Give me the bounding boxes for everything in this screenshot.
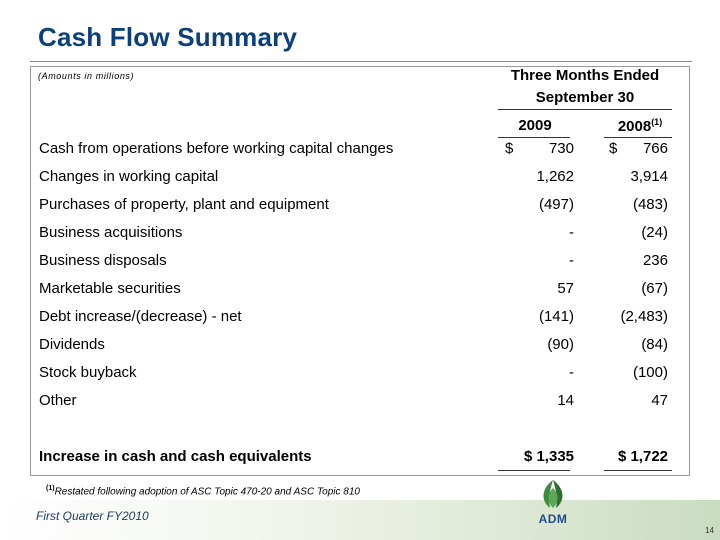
- currency-symbol: $: [505, 140, 514, 157]
- footnote-text: Restated following adoption of ASC Topic 470-20 and ASC Topic 810: [54, 486, 360, 498]
- row-label: Marketable securities: [39, 280, 181, 297]
- total-row-label: Increase in cash and cash equivalents: [39, 448, 312, 465]
- column-rule-2008: [604, 137, 672, 138]
- value-2008: (84): [641, 336, 668, 353]
- period-header-rule: [498, 109, 672, 110]
- footer-period-label: First Quarter FY2010: [36, 509, 149, 523]
- period-header-line2: September 30: [535, 89, 635, 106]
- page-number: 14: [705, 526, 714, 535]
- units-note: (Amounts in millions): [38, 71, 135, 81]
- row-label: Business disposals: [39, 252, 167, 269]
- total-value-2008: $ 1,722: [617, 448, 668, 465]
- page-title: Cash Flow Summary: [38, 22, 298, 52]
- row-label: Changes in working capital: [39, 168, 219, 185]
- value-2009: 1,262: [536, 168, 574, 185]
- period-header-line1: Three Months Ended: [510, 67, 660, 84]
- value-2009: -: [569, 364, 574, 381]
- title-divider: [30, 61, 692, 62]
- column-header-2009: 2009: [518, 117, 552, 134]
- value-2009: -: [569, 252, 574, 269]
- value-2009: -: [569, 224, 574, 241]
- value-2009: (141): [538, 308, 574, 325]
- row-label: Stock buyback: [39, 364, 137, 381]
- row-label: Other: [39, 392, 77, 409]
- row-label: Business acquisitions: [39, 224, 183, 241]
- row-label: Dividends: [39, 336, 105, 353]
- column-rule-2009: [498, 137, 570, 138]
- value-2009: 57: [557, 280, 574, 297]
- value-2008: (67): [641, 280, 668, 297]
- value-2008: (483): [632, 196, 668, 213]
- value-2008: (2,483): [620, 308, 668, 325]
- value-2008: 766: [642, 140, 668, 157]
- value-2009: (90): [547, 336, 574, 353]
- value-2008: 3,914: [630, 168, 668, 185]
- row-label: Debt increase/(decrease) - net: [39, 308, 242, 325]
- currency-symbol: $: [609, 140, 618, 157]
- row-label: Cash from operations before working capital changes: [39, 140, 394, 157]
- total-rule-2009: [498, 470, 570, 471]
- value-2009: 730: [548, 140, 574, 157]
- footnote: [46, 485, 360, 497]
- total-value-2009: $ 1,335: [523, 448, 574, 465]
- row-label: Purchases of property, plant and equipment: [39, 196, 329, 213]
- value-2009: 14: [557, 392, 574, 409]
- adm-logo-text: ADM: [538, 512, 568, 526]
- cash-flow-table-panel: [30, 66, 690, 476]
- footnote-marker: (1): [46, 485, 55, 492]
- column-header-2008: 2008$^{(1)}$: [617, 117, 663, 135]
- value-2008: 236: [642, 252, 668, 269]
- value-2008: (24): [641, 224, 668, 241]
- total-rule-2008: [604, 470, 672, 471]
- value-2009: (497): [538, 196, 574, 213]
- value-2008: (100): [632, 364, 668, 381]
- value-2008: 47: [651, 392, 668, 409]
